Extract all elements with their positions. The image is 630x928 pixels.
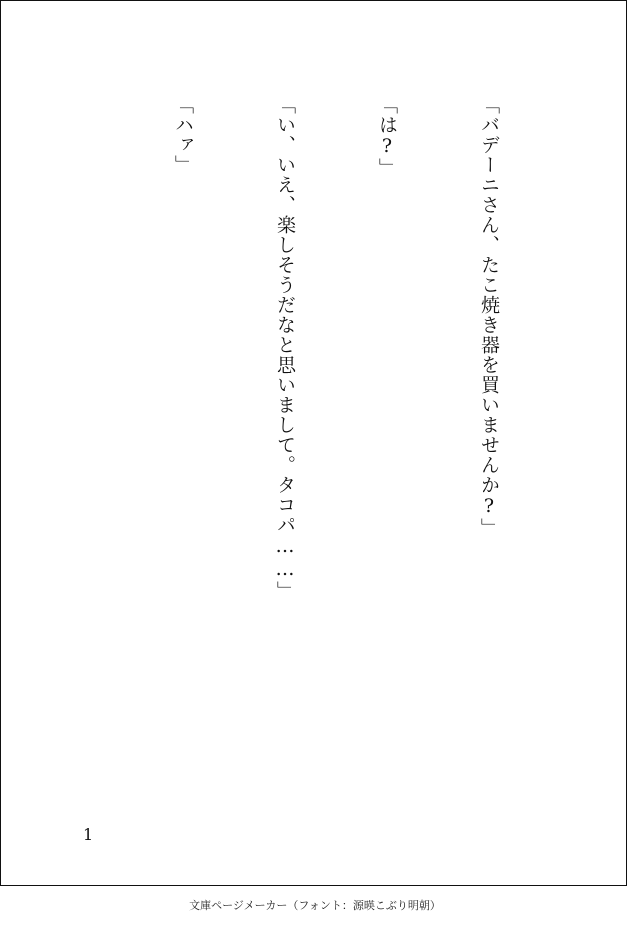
text-line: 「は?」 xyxy=(376,95,398,178)
page-number: 1 xyxy=(83,825,94,844)
footer-credit: 文庫ページメーカー（フォント：源暎こぶり明朝） xyxy=(189,899,441,912)
vertical-text-body xyxy=(0,95,574,855)
text-line: 「バデーニさん、たこ焼き器を買いませんか?」 xyxy=(478,95,500,538)
blank-line xyxy=(64,95,98,855)
text-line: 「ハァ」 xyxy=(172,95,194,175)
text-line: 「い、いえ、楽しそうだなと思いまして。タコパ……」 xyxy=(274,95,296,601)
